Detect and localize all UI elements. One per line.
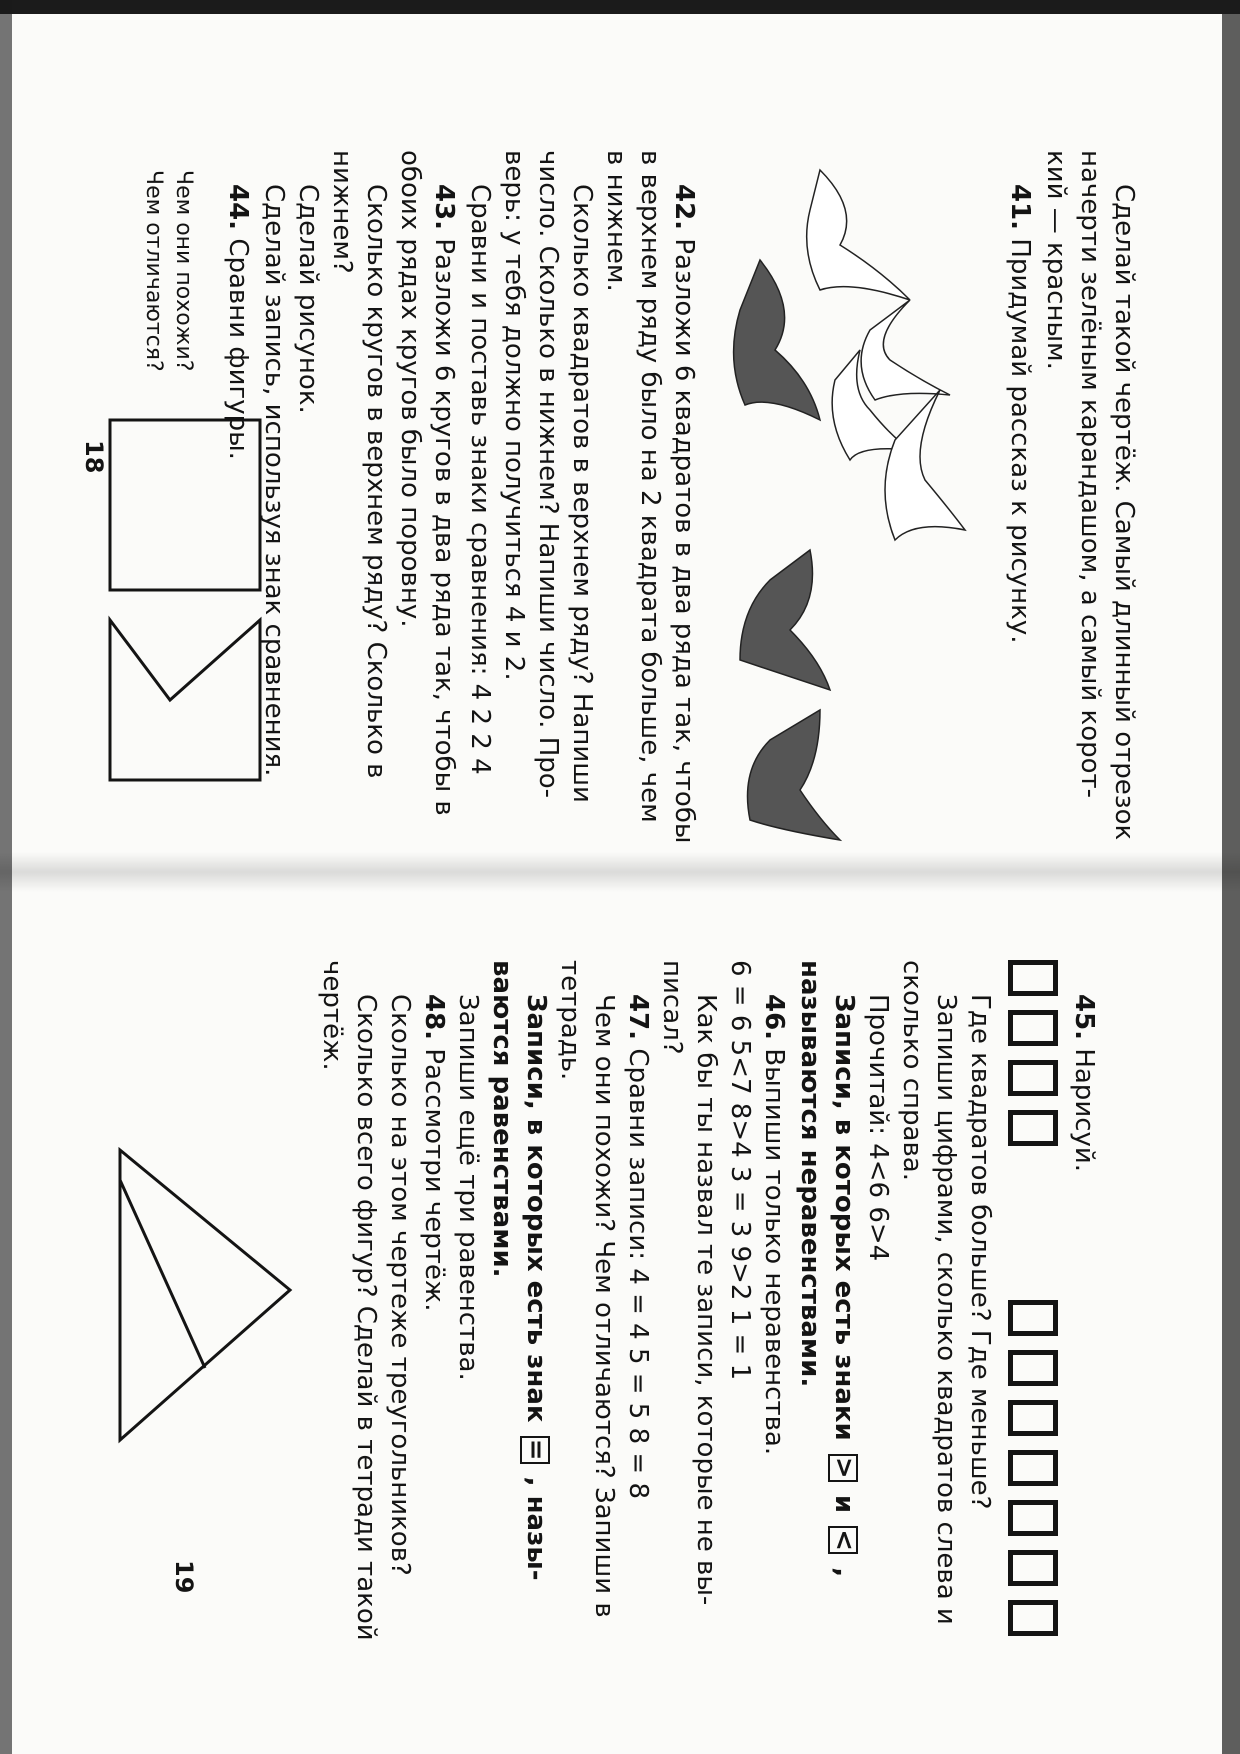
page-number-19: 19	[170, 1560, 198, 1594]
task41-number: 41.	[1005, 184, 1035, 231]
task47-line3: тетрадь.	[555, 960, 585, 1081]
birds-illustration	[710, 150, 970, 870]
task42-line2: в верхнем ряду было на 2 квадрата больше, чем	[635, 150, 665, 823]
task45-line3: сколько справа.	[897, 960, 927, 1181]
task41-intro-line1: Сделай такой чертёж. Самый длинный отрезок	[1109, 184, 1139, 841]
task47-line2: Чем они похожи? Чем отличаются? Запиши в	[589, 994, 619, 1618]
task44-question1: Чем они похожи?	[171, 170, 196, 372]
task42-line5: число. Сколько в нижнем? Напиши число. Про-	[533, 150, 563, 799]
task48-line1	[417, 960, 450, 1312]
task45-line4: Прочитай: 4<6 6>4	[863, 994, 893, 1262]
bird-3	[734, 260, 820, 420]
task46-line2: 6 = 6 5<7 8>4 3 = 3 9>2 1 = 1	[725, 960, 755, 1381]
sign-equal-box: =	[521, 1436, 551, 1464]
task42-line3: в нижнем.	[601, 150, 631, 292]
bird-2	[861, 300, 950, 400]
task45-line5-text: Записи, в которых есть знаки	[829, 994, 859, 1441]
page-number-18: 18	[80, 440, 108, 474]
task46-line4: писал?	[657, 960, 687, 1055]
task43-line1	[427, 150, 460, 816]
sign-less-box: <	[829, 1526, 859, 1554]
figure-square	[110, 420, 260, 590]
sign-greater-box: >	[829, 1454, 859, 1482]
task47-line4	[519, 960, 552, 1581]
task44-number: 44.	[223, 184, 253, 231]
page-18	[80, 150, 1140, 870]
task41-intro-line3: кий — красным.	[1041, 150, 1071, 370]
task44-figures	[110, 410, 260, 790]
square	[1008, 1400, 1058, 1436]
bird-6	[740, 550, 830, 690]
scan-border-top	[0, 0, 1240, 14]
task46-line3: Как бы ты назвал те записи, которые не вы-	[691, 994, 721, 1606]
task42-line6: верь: у тебя должно получиться 4 и 2.	[499, 150, 529, 681]
square	[1008, 1060, 1058, 1096]
task45-number: 45.	[1069, 994, 1099, 1041]
task47-line1	[621, 960, 654, 1499]
square	[1008, 1450, 1058, 1486]
task42-line7: Сравни и поставь знаки сравнения: 4 2 2 4	[465, 184, 495, 775]
task45-line5-end: ,	[829, 1567, 859, 1578]
square	[1008, 1550, 1058, 1586]
task48-line4: чертёж.	[317, 960, 347, 1071]
task47-text: Сравни записи: 4 = 4 5 = 5 8 = 8	[623, 1048, 653, 1499]
task45-line2: Запиши цифрами, сколько квадратов слева и	[931, 994, 961, 1625]
task48-triangle-drawing	[110, 1140, 300, 1460]
task48-line2: Сколько на этом чертеже треугольников?	[385, 994, 415, 1576]
task43-number: 43.	[429, 184, 459, 231]
task44-text: Сравни фигуры.	[223, 238, 253, 460]
task48-line3: Сколько всего фигур? Сделай в тетради такой	[351, 994, 381, 1641]
bird-1	[807, 170, 910, 300]
task43-line2: обоих рядах кругов было поровну.	[395, 150, 425, 628]
task46-text: Выпиши только неравенства.	[759, 1048, 789, 1456]
task47-line4-end: , назы-	[521, 1476, 551, 1581]
task47-line6: Запиши ещё три равенства.	[453, 994, 483, 1381]
task45-line	[1067, 960, 1100, 1172]
task45-and: и	[829, 1494, 859, 1514]
task44-question2: Чем отличаются?	[141, 170, 166, 372]
task43-line4: нижнем?	[327, 150, 357, 274]
square	[1008, 1010, 1058, 1046]
task47-number: 47.	[623, 994, 653, 1041]
task41-line	[1003, 150, 1036, 644]
task45-line1: Где квадратов больше? Где меньше?	[965, 994, 995, 1510]
task45-line6: называются неравенствами.	[795, 960, 825, 1388]
task43-line5: Сделай рисунок.	[293, 184, 323, 414]
task45-text: Нарисуй.	[1069, 1048, 1099, 1173]
task43-text-1: Разложи 6 кругов в два ряда так, чтобы в	[429, 238, 459, 816]
task45-line5	[827, 960, 860, 1577]
triangle-outer	[120, 1150, 290, 1440]
task46-line1	[757, 960, 790, 1455]
bird-5	[885, 390, 965, 540]
square	[1008, 1350, 1058, 1386]
task42-line1	[667, 150, 700, 843]
figure-notched-square	[110, 620, 260, 780]
square	[1008, 1600, 1058, 1636]
task43-line3: Сколько кругов в верхнем ряду? Сколько в	[361, 184, 391, 779]
page-19	[100, 960, 1100, 1720]
task46-number: 46.	[759, 994, 789, 1041]
task42-number: 42.	[669, 184, 699, 231]
task42-text-1: Разложи 6 квадратов в два ряда так, чтобы	[669, 238, 699, 844]
task42-line4: Сколько квадратов в верхнем ряду? Напиши	[567, 184, 597, 803]
task48-text: Рассмотри чертёж.	[419, 1048, 449, 1312]
task48-number: 48.	[419, 994, 449, 1041]
task41-intro-line2: начерти зелёным карандашом, а самый корот-	[1075, 150, 1105, 799]
square	[1008, 1110, 1058, 1146]
task47-line5: ваются равенствами.	[487, 960, 517, 1278]
square	[1008, 960, 1058, 996]
task41-text: Придумай рассказ к рисунку.	[1005, 238, 1035, 644]
square	[1008, 1300, 1058, 1336]
task43-line6: Сделай запись, используя знак сравнения.	[259, 184, 289, 777]
bird-7	[748, 710, 841, 840]
task47-line4-text: Записи, в которых есть знак	[521, 994, 551, 1423]
square	[1008, 1500, 1058, 1536]
